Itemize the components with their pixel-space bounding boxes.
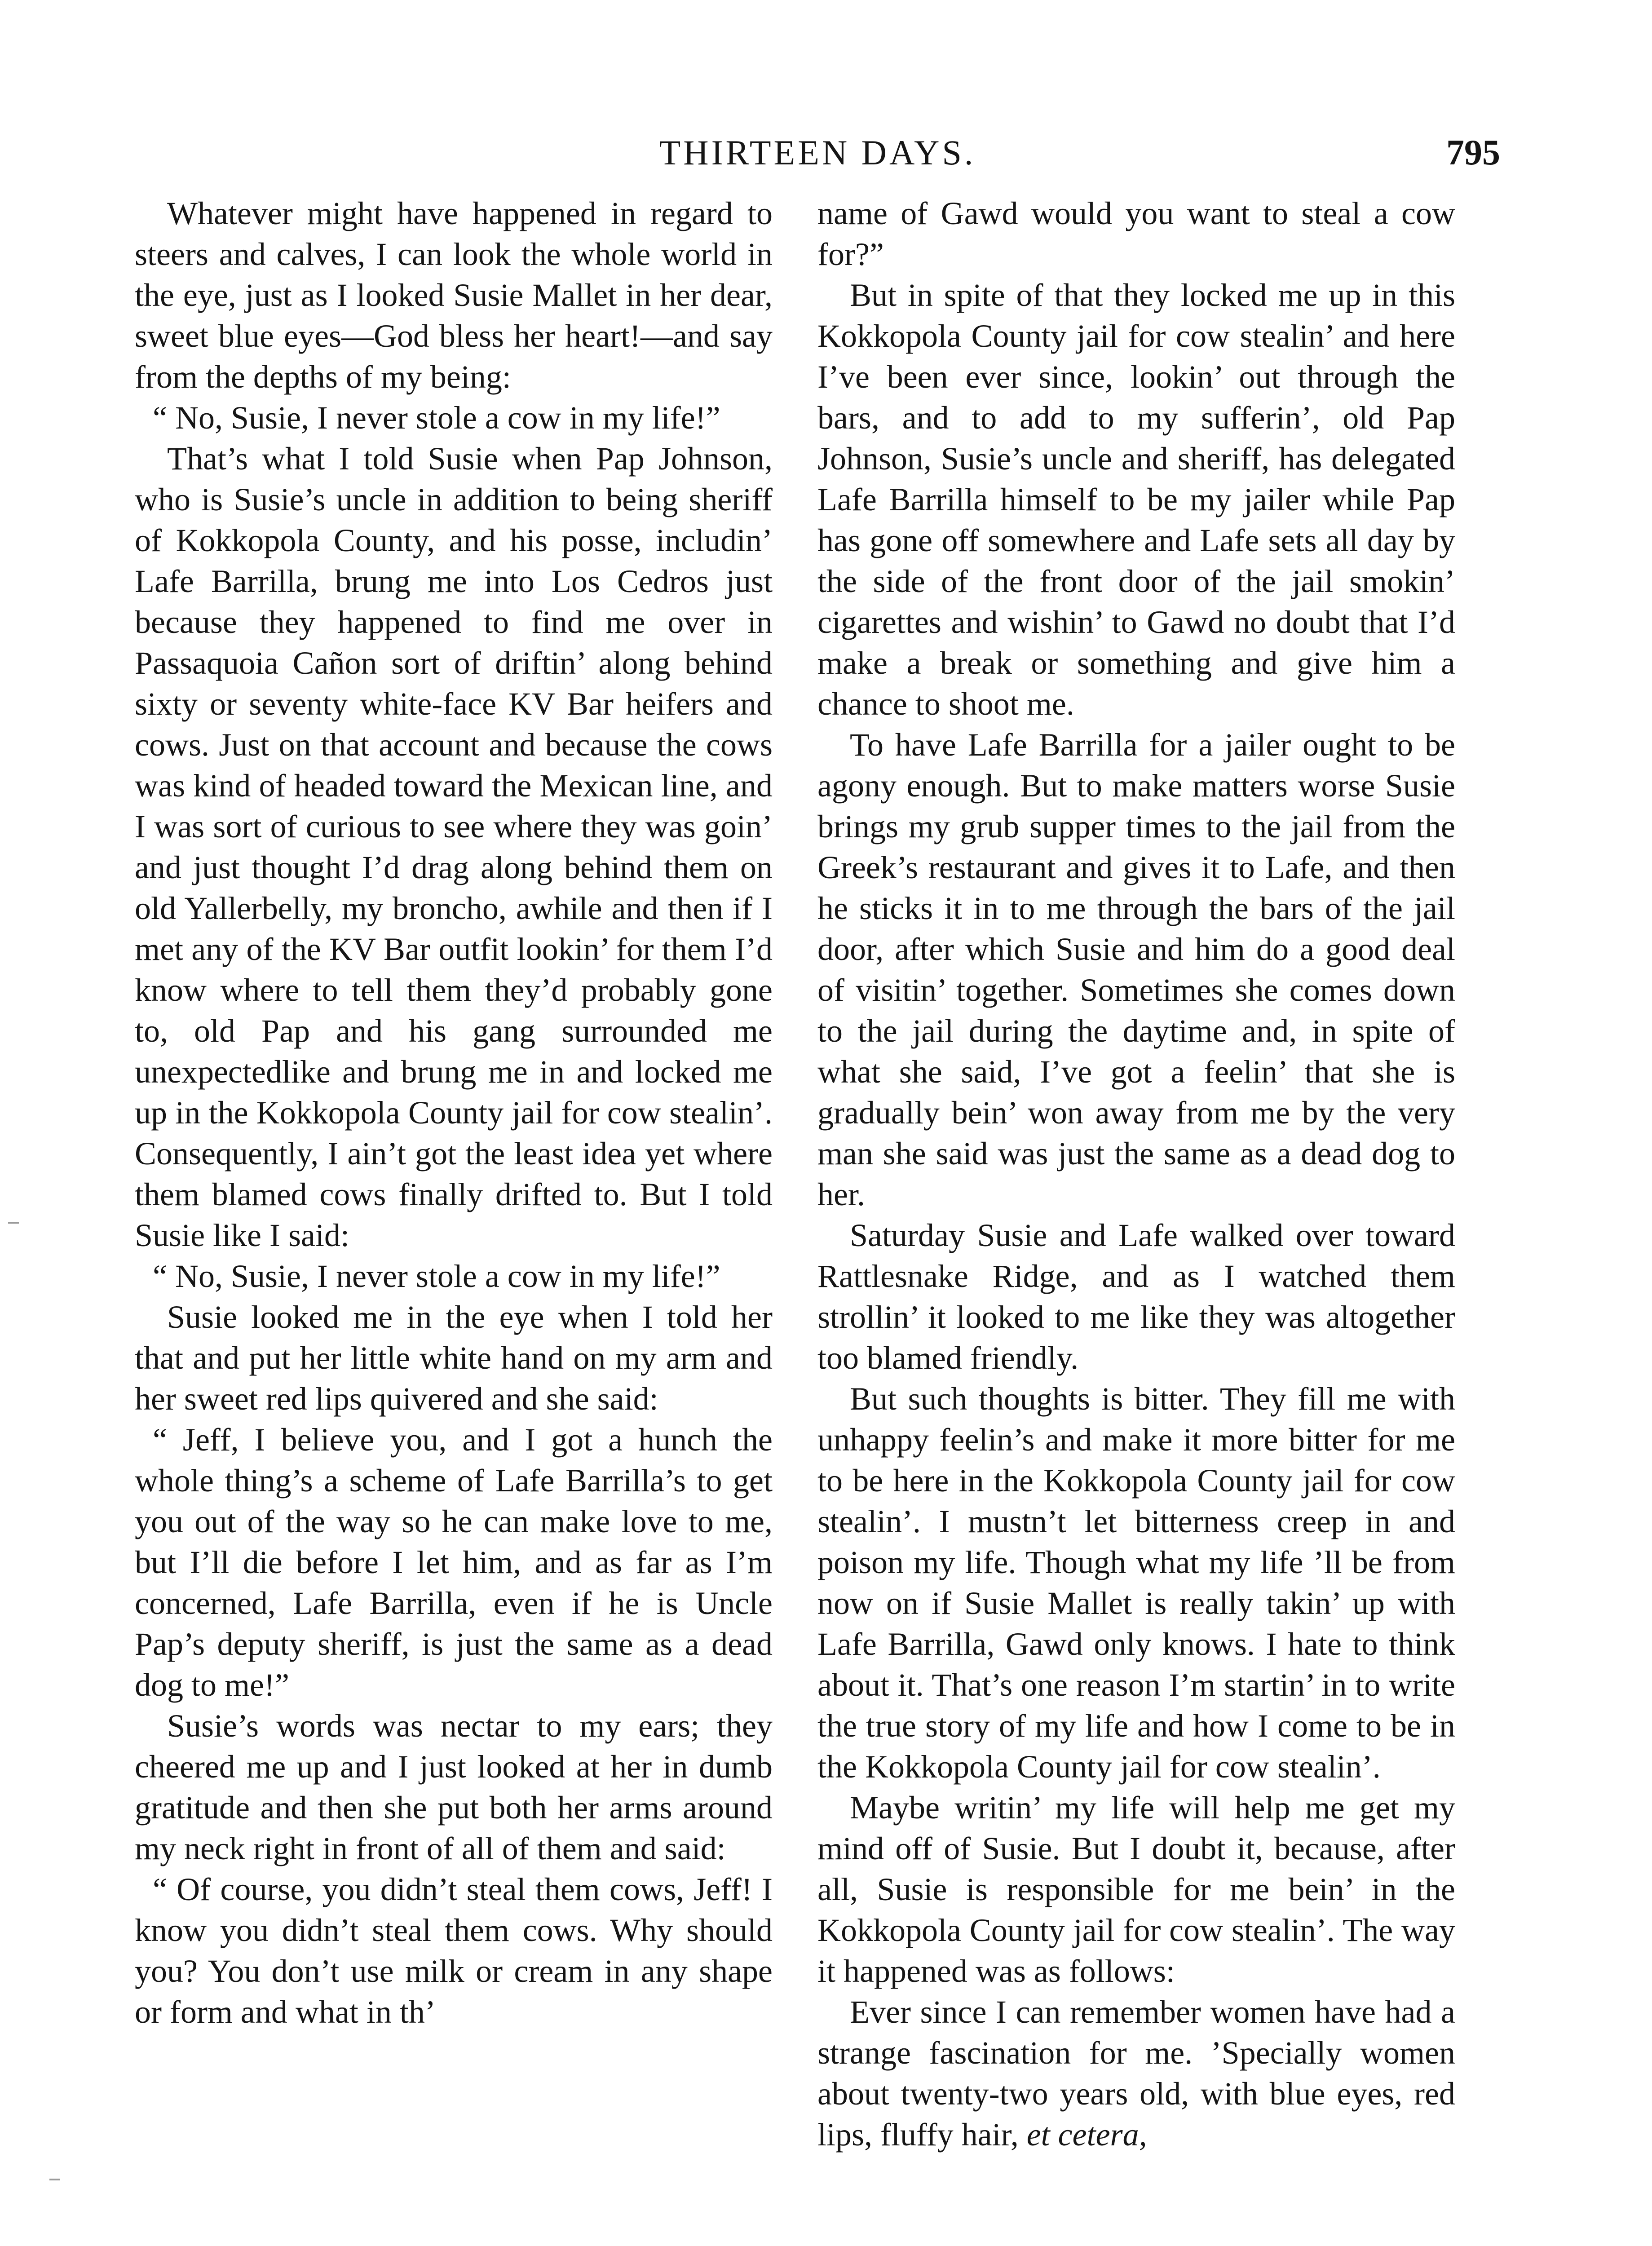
paragraph: Maybe writin’ my life will help me get my mind off of Susie. But I doubt it, because, after all, Susie is responsible for me bein’ in the Kokkopola County jail for cow stealin’. The way it happened was as follows: — [817, 1790, 1455, 1989]
paragraph-quote: “ Of course, you didn’t steal them cows, Jeff! I know you didn’t steal them cows. Why should you? You don’t use milk or cream in any shape or form and what in th’ — [135, 1871, 773, 2030]
left-column — [135, 193, 773, 2033]
paragraph-quote: “ Jeff, I believe you, and I got a hunch the whole thing’s a scheme of Lafe Barrilla’s to get you out of the way so he can make love to me, but I’ll die before I let him, and as far as I’m concerned, Lafe Barrilla, even if he is Uncle Pap’s deputy sheriff, is just the same as a dead dog to me!” — [135, 1422, 773, 1703]
paragraph-quote: “ No, Susie, I never stole a cow in my life!” — [153, 1258, 720, 1294]
running-head — [135, 128, 1500, 177]
paragraph: That’s what I told Susie when Pap Johnson, who is Susie’s uncle in addition to being sheriff of Kokkopola County, and his posse, includin’ Lafe Barrilla, brung me into Los Cedros just because they happened to find me over in Passaquoia Cañon sort of driftin’ along behind sixty or seventy white-face KV Bar heifers and cows. Just on that account and because the cows was kind of headed toward the Mexican line, and I was sort of curious to see where they was goin’ and just thought I’d drag along behind them on old Yallerbelly, my broncho, awhile and then if I met any of the KV Bar outfit lookin’ for them I’d know where to tell them they’d probably gone to, old Pap and his gang surrounded me unexpectedlike and brung me in and locked me up in the Kokkopola County jail for cow stealin’. Consequently, I ain’t got the least idea yet where them blamed cows finally drifted to. But I told Susie like I said: — [135, 441, 773, 1253]
page-number: 795 — [1446, 133, 1500, 172]
paragraph: But in spite of that they locked me up in this Kokkopola County jail for cow stealin’ and here I’ve been ever since, lookin’ out through the bars, and to add to my sufferin’, old Pap Johnson, Susie’s uncle and sheriff, has delegated Lafe Barrilla himself to be my jailer while Pap has gone off somewhere and Lafe sets all day by the side of the front door of the jail smokin’ cigarettes and wishin’ to Gawd no doubt that I’d make a break or something and give him a chance to shoot me. — [817, 277, 1455, 722]
paragraph: But such thoughts is bitter. They fill me with unhappy feelin’s and make it more bitter for me to be here in the Kokkopola County jail for cow stealin’. I mustn’t let bitterness creep in and poison my life. Though what my life ’ll be from now on if Susie Mallet is really takin’ up with Lafe Barrilla, Gawd only knows. I hate to think about it. That’s one reason I’m startin’ in to write the true story of my life and how I come to be in the Kokkopola County jail for cow stealin’. — [817, 1381, 1455, 1785]
right-column — [817, 193, 1455, 2155]
paragraph-quote: “ No, Susie, I never stole a cow in my life!” — [153, 400, 720, 436]
paragraph: Saturday Susie and Lafe walked over toward Rattlesnake Ridge, and as I watched them strollin’ it looked to me like they was altogether too blamed friendly. — [817, 1217, 1455, 1376]
margin-tick — [8, 1222, 19, 1224]
paragraph: Susie’s words was nectar to my ears; they cheered me up and I just looked at her in dumb gratitude and then she put both her arms around my neck right in front of all of them and said: — [135, 1708, 773, 1866]
running-title: THIRTEEN DAYS. — [659, 133, 976, 172]
paragraph-last-text: Ever since I can remember women have had a strange fascination for me. ’Specially women about twenty-two years old, with blue eyes, red lips, fluffy hair, — [817, 1994, 1455, 2153]
paragraph: To have Lafe Barrilla for a jailer ought to be agony enough. But to make matters worse Susie brings my grub supper times to the jail from the Greek’s restaurant and gives it to Lafe, and then he sticks it in to me through the bars of the jail door, after which Susie and him do a good deal of visitin’ together. Sometimes she comes down to the jail during the daytime and, in spite of what she said, I’ve got a feelin’ that she is gradually bein’ won away from me by the very man she said was just the same as a dead dog to her. — [817, 727, 1455, 1212]
paragraph: Susie looked me in the eye when I told her that and put her little white hand on my arm and her sweet red lips quivered and she said: — [135, 1299, 773, 1417]
paragraph: Whatever might have happened in regard to steers and calves, I can look the whole world in the eye, just as I looked Susie Mallet in her dear, sweet blue eyes—God bless her heart!—and say from the depths of my being: — [135, 195, 773, 395]
margin-tick — [49, 2179, 60, 2180]
paragraph-last-italic: et cetera, — [1026, 2117, 1147, 2153]
paragraph-continuation: name of Gawd would you want to steal a cow for?” — [817, 195, 1455, 272]
paragraph-last — [817, 1992, 1455, 2155]
